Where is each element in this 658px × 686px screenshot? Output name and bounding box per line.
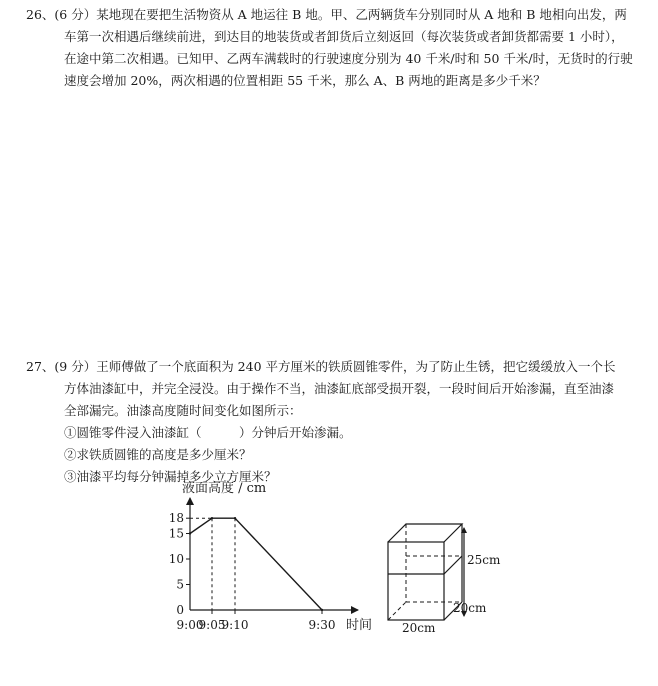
series-segment — [190, 518, 212, 533]
question-26-line-3: 在途中第二次相遇。已知甲、乙两车满载时的行驶速度分别为 40 千米/时和 50 千米/时，无货时的行驶 — [64, 51, 633, 66]
tank-depth-label: 20cm — [453, 601, 487, 615]
paint-surface-side — [444, 556, 462, 574]
question-27 — [26, 356, 644, 422]
y-tick-label: 0 — [176, 603, 184, 617]
series-segment — [235, 518, 322, 610]
question-27-subquestion-1: ①圆锥零件浸入油漆缸（ ）分钟后开始渗漏。 — [64, 425, 352, 440]
y-axis-label: 液面高度 / cm — [182, 481, 267, 496]
paint-height-chart — [160, 480, 380, 640]
data-point — [211, 517, 213, 519]
tank-height-label: 25cm — [467, 553, 501, 567]
y-tick-label: 18 — [168, 511, 184, 526]
data-point — [234, 517, 236, 519]
tank-top-face — [388, 524, 462, 542]
x-tick-label: 9:00 — [176, 618, 204, 632]
question-27-subquestion-3: ③油漆平均每分钟漏掉多少立方厘米？ — [64, 469, 277, 484]
tank-front-face — [388, 542, 444, 620]
data-point — [321, 609, 323, 611]
y-tick-label: 15 — [168, 526, 184, 541]
y-tick-label: 5 — [176, 577, 184, 592]
question-26-line-1: 26、(6 分）某地现在要把生活物资从 A 地运往 B 地。甲、乙两辆货车分别同时从 A 地和 B 地相向出发，两 — [26, 7, 627, 22]
x-tick-label: 9:30 — [308, 618, 336, 632]
question-26 — [26, 4, 644, 92]
question-27-subquestion-2: ②求铁质圆锥的高度是多少厘米？ — [64, 447, 252, 462]
tank-width-label: 20cm — [402, 621, 436, 635]
x-axis-label: 时间 — [346, 618, 373, 633]
x-tick-label: 9:10 — [221, 618, 249, 632]
y-tick-label: 10 — [168, 552, 184, 566]
question-26-line-2: 车第一次相遇后继续前进，到达目的地装货或者卸货后立刻返回（每次装货或者卸货都需要 1 小时）， — [64, 29, 624, 44]
question-27-line-2: 方体油漆缸中，并完全浸没。由于操作不当，油漆缸底部受损开裂，一段时间后开始渗漏，直至油漆 — [64, 381, 615, 396]
question-27-line-3: 全部漏完。油漆高度随时间变化如图所示： — [64, 403, 302, 418]
data-point — [189, 532, 191, 534]
x-tick-label: 9:05 — [198, 618, 226, 632]
question-26-line-4: 速度会增加 20%，两次相遇的位置相距 55 千米，那么 A、B 两地的距离是多少千米？ — [64, 73, 546, 88]
tank-hidden-bottom-left — [388, 602, 406, 620]
question-27-line-1: 27、(9 分）王师傅做了一个底面积为 240 平方厘米的铁质圆锥零件，为了防止生锈，把它缓缓放入一个长 — [26, 359, 616, 374]
paint-tank-diagram — [380, 512, 510, 638]
